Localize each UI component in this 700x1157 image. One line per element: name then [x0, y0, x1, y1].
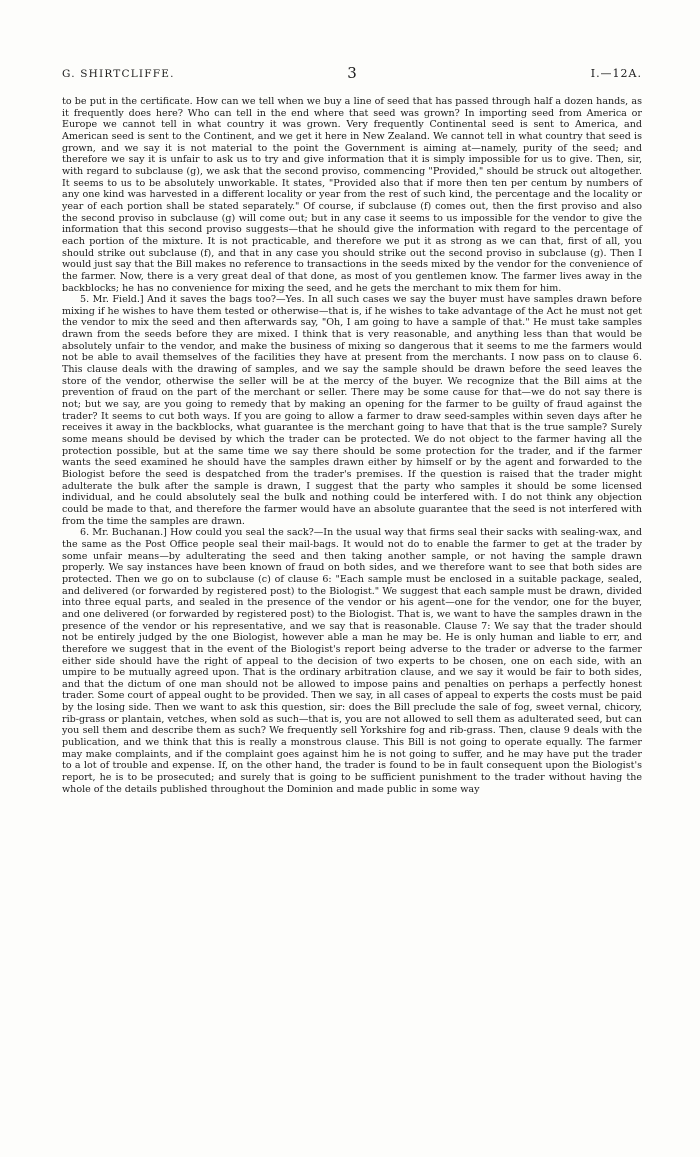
header-author: G. SHIRTCLIFFE. — [62, 68, 175, 80]
paragraph-question-5: 5. Mr. Field.] And it saves the bags too?—Yes. In all such cases we say the buyer must have samples drawn before mixing if he wishes to have them tested or otherwise—that is, if he wishes to take advantage of the Act he must not get the vendor to mix the seed and then afterwards say, "Oh, I am going to have a sample of that." He must take samples drawn from the seeds before they are mixed. I think that is very reasonable, and anything less than that would be absolutely unfair to the vendor, and make the business of mixing so dangerous that it seems to me the farmers would not be able to avail themselves of the facilities they have at present from the merchants. I now pass on to clause 6. This clause deals with the drawing of samples, and we say the sample should be drawn before the seed leaves the store of the vendor, otherwise the seller will be at the mercy of the buyer. We recognize that the Bill aims at the prevention of fraud on the part of the merchant or seller. There may be some cause for that—we do not say there is not; but we say, are you going to remedy that by making an opening for the farmer to be guilty of fraud against the trader? It seems to cut both ways. If you are going to allow a farmer to draw seed-samples within seven days after he receives it away in the backblocks, what guarantee is the merchant going to have that that is the true sample? Surely some means should be devised by which the trader can be protected. We do not object to the farmer having all the protection possible, but at the same time we say there should be some protection for the trader, and if the farmer wants the seed examined he should have the samples drawn either by himself or by the agent and forwarded to the Biologist before the seed is despatched from the trader's premises. If the question is raised that the trader might adulterate the bulk after the sample is drawn, I suggest that the party who samples it should be some licensed individual, and he could absolutely seal the bulk and nothing could be interfered with. I do not think any objection could be made to that, and therefore the farmer would have an absolute guarantee that the seed is not interfered with from the time the samples are drawn. — [62, 294, 642, 527]
document-body — [62, 96, 642, 795]
paragraph-question-6: 6. Mr. Buchanan.] How could you seal the sack?—In the usual way that firms seal their sacks with sealing-wax, and the same as the Post Office people seal their mail-bags. It would not do to enable the farmer to get at the trader by some unfair means—by adulterating the seed and then taking another sample, or not having the sample drawn properly. We say instances have been known of fraud on both sides, and we therefore want to see that both sides are protected. Then we go on to subclause (c) of clause 6: "Each sample must be enclosed in a suitable package, sealed, and delivered (or forwarded by registered post) to the Biologist." We suggest that each sample must be drawn, divided into three equal parts, and sealed in the presence of the vendor or his agent—one for the vendor, one for the buyer, and one delivered (or forwarded by registered post) to the Biologist. That is, we want to have the samples drawn in the presence of the vendor or his representative, and we say that is reasonable. Clause 7: We say that the trader should not be entirely judged by the one Biologist, however able a man he may be. He is only human and liable to err, and therefore we suggest that in the event of the Biologist's report being adverse to the trader or adverse to the farmer either side should have the right of appeal to the decision of two experts to be chosen, one on each side, with an umpire to be mutually agreed upon. That is the ordinary arbitration clause, and we say it would be fair to both sides, and that the dictum of one man should not be allowed to impose pains and penalties on perhaps a perfectly honest trader. Some court of appeal ought to be provided. Then we say, in all cases of appeal to experts the costs must be paid by the losing side. Then we want to ask this question, sir: does the Bill preclude the sale of fog, sweet vernal, chicory, rib-grass or plantain, vetches, when sold as such—that is, you are not allowed to sell them as adulterated seed, but can you sell them and describe them as such? We frequently sell Yorkshire fog and rib-grass. Then, clause 9 deals with the publication, and we think that this is really a monstrous clause. This Bill is not going to operate equally. The farmer may make complaints, and if the complaint goes against him he is not going to suffer, and he may have put the trader to a lot of trouble and expense. If, on the other hand, the trader is found to be in fault consequent upon the Biologist's report, he is to be prosecuted; and surely that is going to be sufficient punishment to the trader without having the whole of the details published throughout the Dominion and made public in some way — [62, 527, 642, 795]
paragraph-continued: to be put in the certificate. How can we tell when we buy a line of seed that has passed through half a dozen hands, as it frequently does here? Who can tell in the end where that seed was grown? In importing seed from America or Europe we cannot tell in what country it was grown. Very frequently Continental seed is sent to America, and American seed is sent to the Continent, and we get it here in New Zealand. We cannot tell in what country that seed is grown, and we say it is not material to the point the Government is aiming at—namely, purity of the seed; and therefore we say it is unfair to ask us to try and give information that it is simply impossible for us to give. Then, sir, with regard to subclause (g), we ask that the second proviso, commencing "Provided," should be struck out altogether. It seems to us to be absolutely unworkable. It states, "Provided also that if more then ten per centum by numbers of any one kind was harvested in a different locality or year from the rest of such kind, the percentage and the locality or year of each portion shall be stated separately." Of course, if subclause (f) comes out, then the first proviso and also the second proviso in subclause (g) will come out; but in any case it seems to us impossible for the vendor to give the information that this second proviso suggests—that he should give the information with regard to the percentage of each portion of the mixture. It is not practicable, and therefore we put it as strong as we can that, first of all, you should strike out subclause (f), and that in any case you should strike out the second proviso in subclause (g). Then I would just say that the Bill makes no reference to transactions in the seeds mixed by the vendor for the convenience of the farmer. Now, there is a very great deal of that done, as most of you gentlemen know. The farmer lives away in the backblocks; he has no convenience for mixing the seed, and he gets the merchant to mix them for him. — [62, 96, 642, 294]
paper-reference: I.—12A. — [590, 67, 642, 80]
page-header — [62, 64, 642, 84]
page-number: 3 — [347, 64, 357, 82]
